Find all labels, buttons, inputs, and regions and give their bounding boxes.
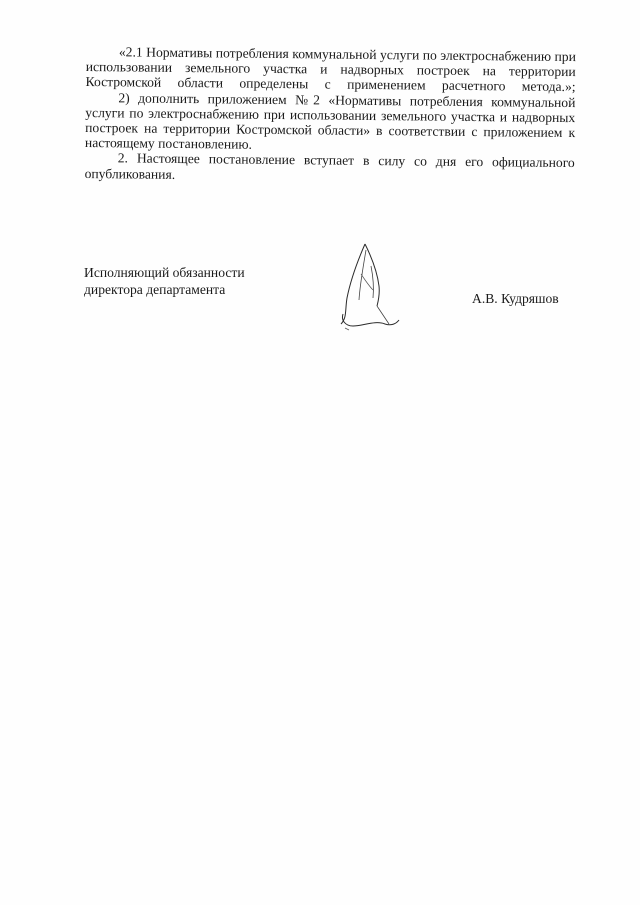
paragraph-norms-definition: «2.1 Нормативы потребления коммунальной услуги по электроснабжению при использовании земельного участка и надворных построек на территории Костромской области определены с применением расчетного метода.»; xyxy=(85,44,576,95)
signer-name: А.В. Кудряшов xyxy=(472,291,559,306)
handwritten-signature xyxy=(333,240,403,335)
signatory-position-line-1: Исполняющий обязанности xyxy=(84,265,245,280)
paragraph-add-appendix: 2) дополнить приложением №2 «Нормативы потребления коммунальной услуги по электроснабжению при использовании земельного участка и надворных построек на территории Костромской области» в соответствии с приложением к настоящему постановлению. xyxy=(84,89,576,152)
signatory-position xyxy=(84,264,245,298)
document-body xyxy=(85,44,576,186)
signatory-position-line-2: директора департамента xyxy=(84,282,226,297)
paragraph-effective-date: 2. Настоящее постановление вступает в силу со дня его официального опубликования. xyxy=(84,150,575,182)
